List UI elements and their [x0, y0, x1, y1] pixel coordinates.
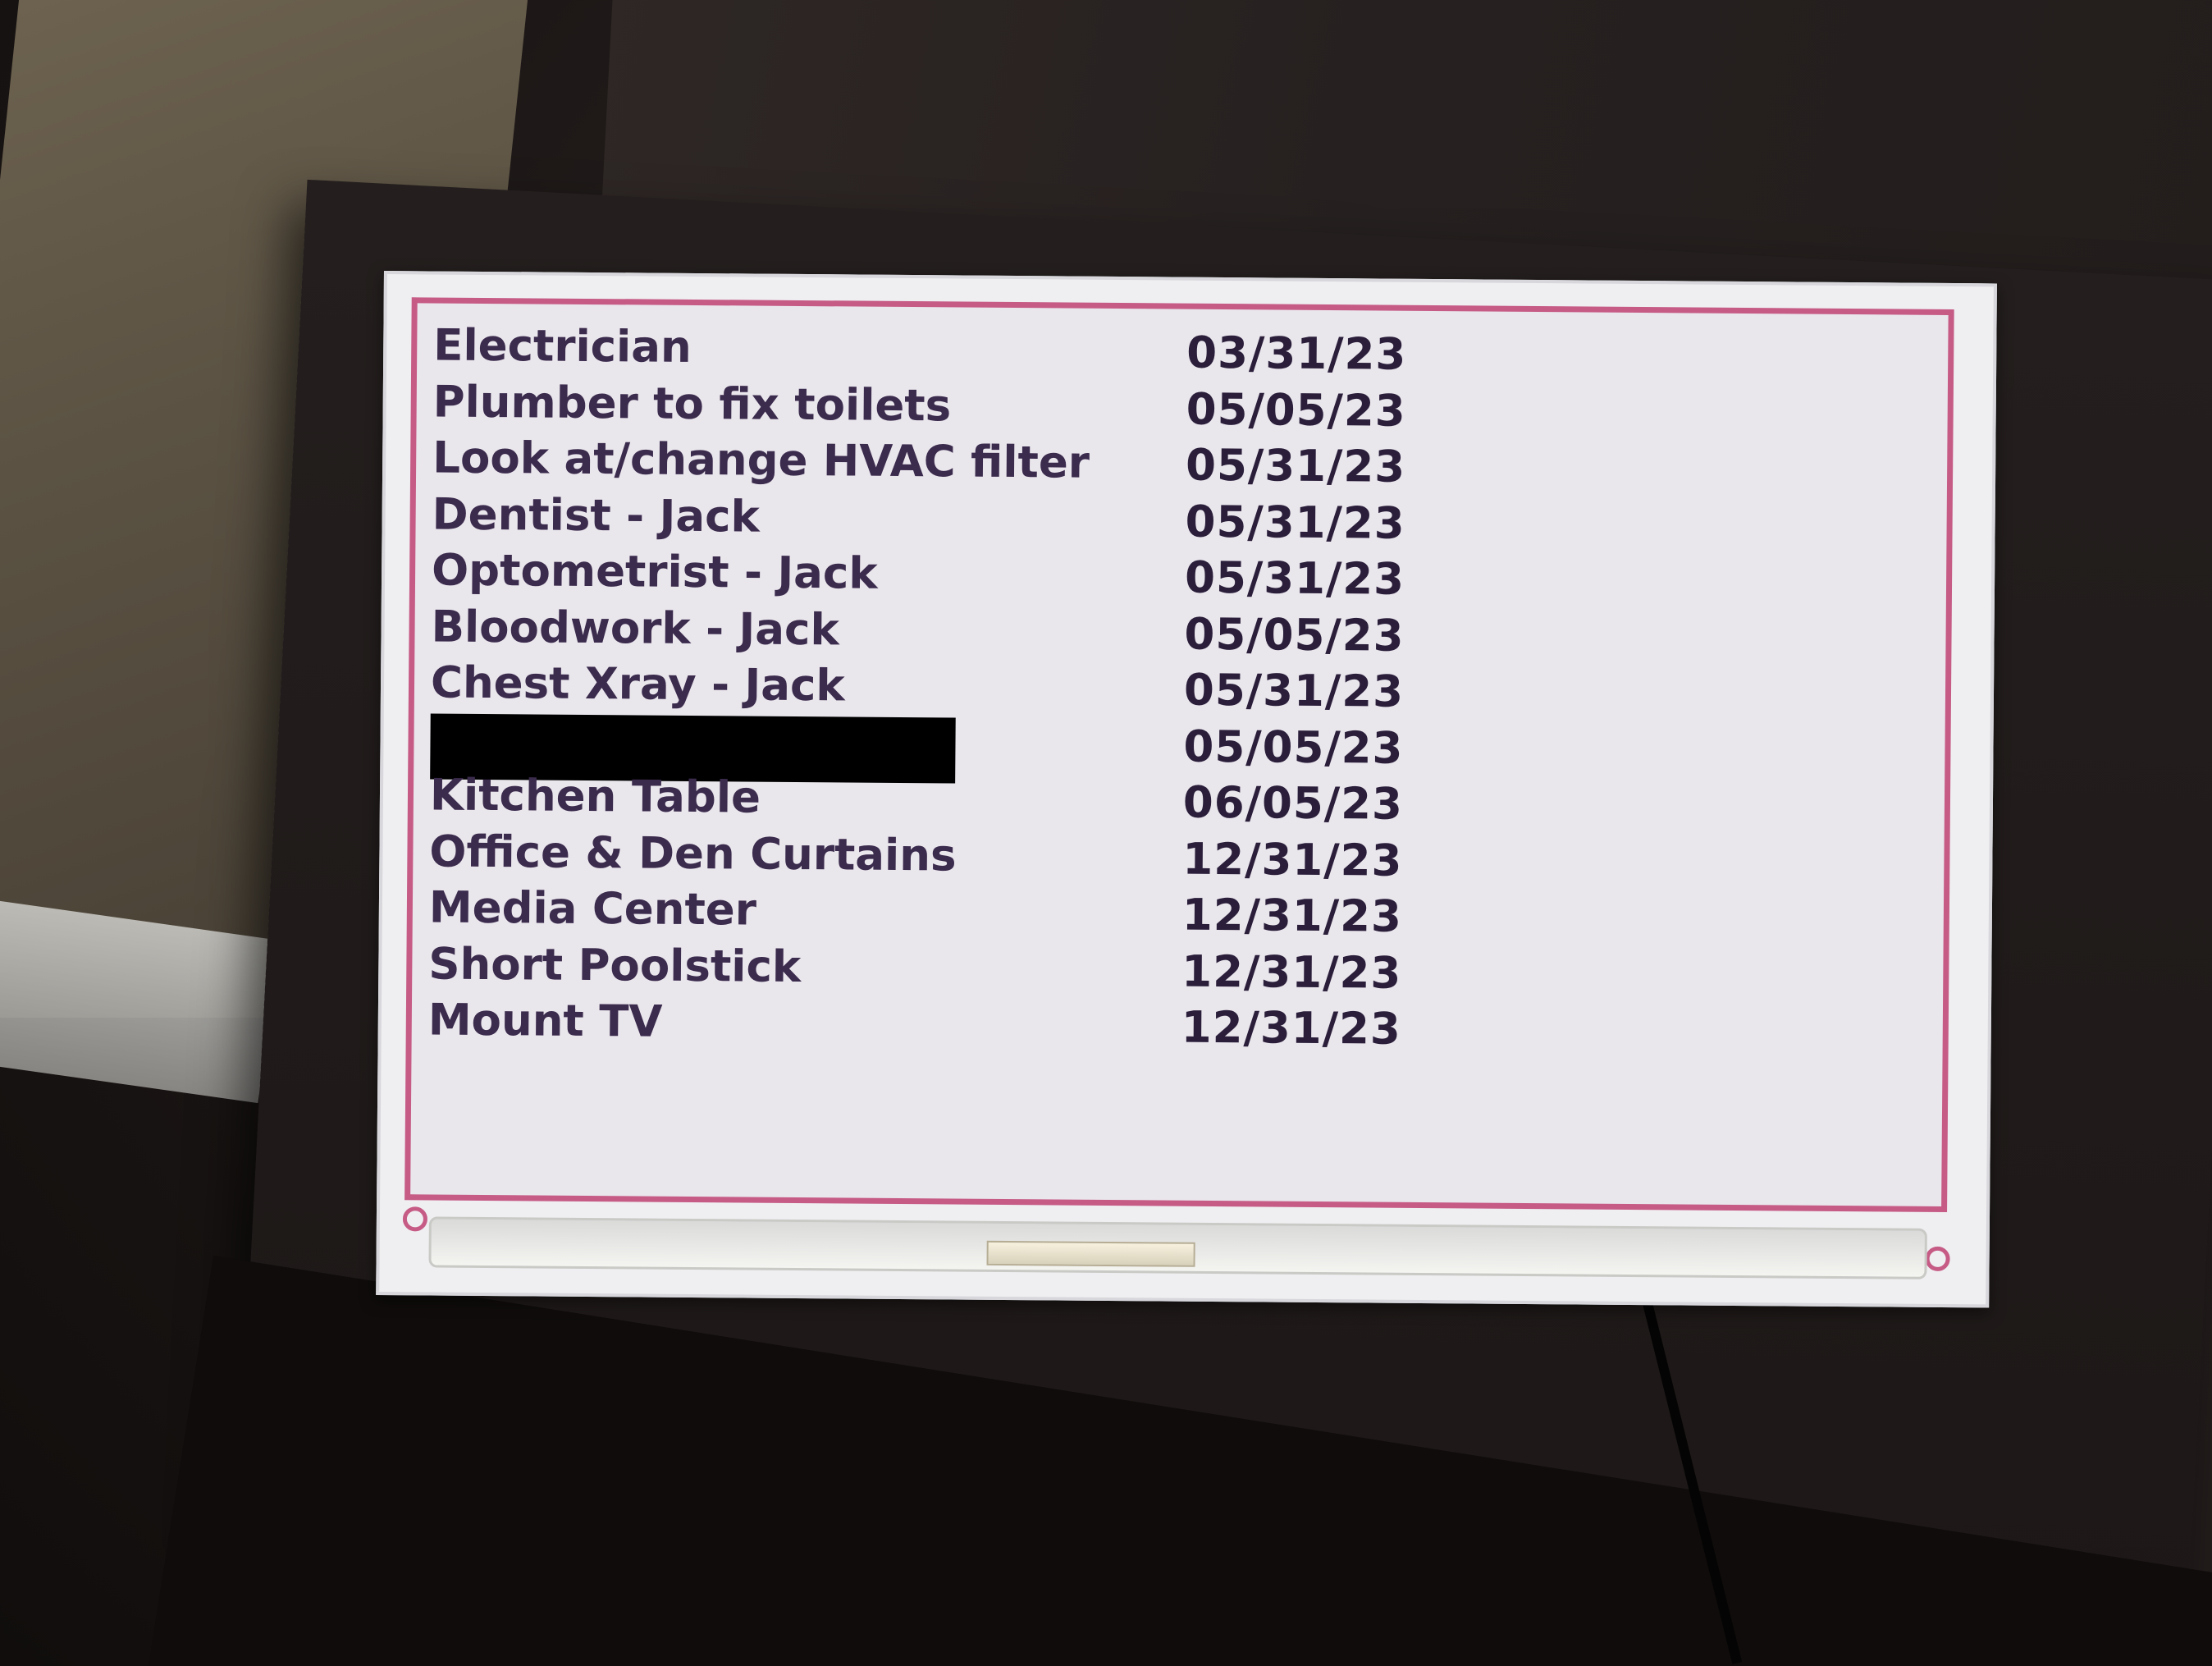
task-date: 12/31/23	[1181, 890, 1403, 942]
task-row-redacted	[430, 712, 1497, 776]
task-date: 06/05/23	[1182, 777, 1404, 830]
task-row	[428, 992, 1495, 1057]
task-date: 05/31/23	[1183, 665, 1405, 717]
task-row	[429, 880, 1496, 945]
display-panel	[404, 297, 1954, 1212]
task-row	[430, 767, 1497, 832]
task-name: Look at/change HVAC filter	[432, 433, 1090, 488]
task-name: Mount TV	[427, 995, 663, 1047]
task-list	[427, 318, 1501, 1147]
task-date: 05/31/23	[1185, 440, 1406, 492]
task-name: Kitchen Table	[429, 770, 761, 823]
task-name: Chest Xray - Jack	[430, 657, 845, 712]
task-row	[432, 542, 1498, 607]
task-date: 12/31/23	[1181, 1002, 1402, 1055]
task-row	[431, 655, 1497, 720]
task-name: Short Poolstick	[428, 938, 802, 992]
task-date: 05/05/23	[1183, 721, 1404, 774]
task-name: Optometrist - Jack	[431, 545, 878, 599]
e-ink-display	[376, 271, 1997, 1307]
task-row	[432, 487, 1498, 552]
task-date: 05/05/23	[1184, 609, 1405, 661]
task-name: Electrician	[433, 320, 692, 373]
task-date: 05/31/23	[1184, 552, 1405, 605]
task-name: Dentist - Jack	[432, 488, 761, 542]
task-date: 05/05/23	[1186, 384, 1406, 437]
task-date: 05/31/23	[1185, 497, 1405, 549]
task-date: 12/31/23	[1182, 834, 1403, 886]
task-row	[429, 824, 1496, 889]
task-name: Plumber to fix toilets	[432, 376, 952, 431]
task-name: Bloodwork - Jack	[431, 601, 839, 655]
task-name: Media Center	[428, 882, 757, 936]
task-row	[432, 374, 1499, 439]
task-name: Office & Den Curtains	[429, 826, 957, 881]
task-date: 12/31/23	[1181, 946, 1402, 999]
task-row	[433, 318, 1500, 382]
mounting-hole	[1925, 1247, 1949, 1271]
task-row	[431, 599, 1497, 664]
task-row	[428, 936, 1495, 1001]
task-date: 03/31/23	[1186, 327, 1407, 380]
ribbon-connector	[987, 1241, 1195, 1267]
task-row	[432, 430, 1499, 495]
mounting-hole	[403, 1206, 427, 1231]
